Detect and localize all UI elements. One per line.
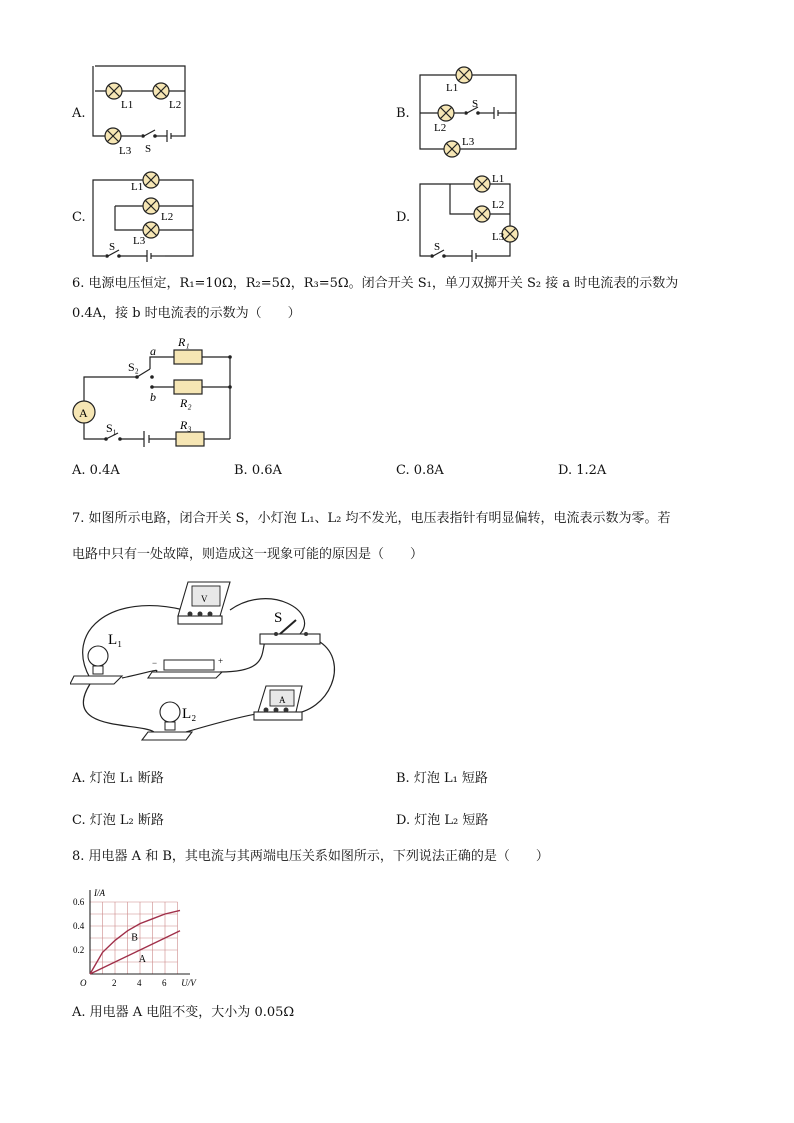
lamp-icon (438, 105, 454, 121)
y-tick-label: 0.2 (73, 945, 85, 955)
q7-option-b[interactable]: B. 灯泡 L₁ 短路 (396, 771, 488, 786)
y-tick-label: 0.4 (73, 921, 85, 931)
q7-question-line2: 电路中只有一处故障，则造成这一现象可能的原因是（ ） (72, 547, 424, 562)
svg-text:S: S (109, 241, 116, 253)
svg-text:R₃: R₃ (180, 418, 192, 432)
q7-option-c[interactable]: C. 灯泡 L₂ 断路 (72, 813, 164, 828)
svg-text:L3: L3 (462, 136, 475, 148)
q5-circuit-c (85, 168, 205, 268)
q7-option-a[interactable]: A. 灯泡 L₁ 断路 (72, 771, 164, 786)
q6-circuit (70, 333, 250, 453)
bulb-l2-icon (142, 702, 196, 740)
lamp-label: L3 (119, 145, 132, 157)
x-tick-label: 4 (137, 978, 142, 988)
switch-icon (260, 610, 320, 644)
svg-text:L1: L1 (446, 82, 459, 94)
lamp-icon (143, 198, 159, 214)
resistor-r2 (174, 380, 202, 394)
svg-text:A: A (279, 695, 286, 705)
origin-label: O (80, 978, 87, 988)
svg-text:S: S (472, 98, 479, 110)
svg-text:L2: L2 (161, 211, 174, 223)
lamp-icon (502, 226, 518, 242)
svg-text:L2: L2 (434, 122, 447, 134)
lamp-icon (143, 172, 159, 188)
svg-text:L1: L1 (492, 173, 505, 185)
svg-text:−: − (152, 658, 158, 668)
q5-circuit-a (85, 60, 205, 160)
svg-text:L3: L3 (492, 231, 505, 243)
q7-question-line1: 7. 如图所示电路，闭合开关 S，小灯泡 L₁、L₂ 均不发光，电压表指针有明显偏转，电流表示数为零。若 (72, 511, 671, 526)
battery-icon (148, 656, 223, 678)
svg-text:L2: L2 (492, 199, 505, 211)
svg-text:+: + (218, 656, 224, 666)
svg-text:R₁: R₁ (178, 335, 190, 349)
q6-option-d[interactable]: D. 1.2A (558, 463, 607, 478)
lamp-icon (474, 176, 490, 192)
y-tick-label: 0.6 (73, 897, 85, 907)
svg-text:L₁: L₁ (108, 632, 123, 648)
q6-option-c[interactable]: C. 0.8A (396, 463, 444, 478)
switch-label: S (145, 143, 152, 155)
lamp-label: L1 (121, 99, 134, 111)
svg-text:S₁: S₁ (106, 421, 117, 435)
lamp-icon (474, 206, 490, 222)
q7-option-d[interactable]: D. 灯泡 L₂ 短路 (396, 813, 489, 828)
q8-iu-chart (70, 874, 220, 994)
lamp-label: L2 (169, 99, 182, 111)
voltmeter-icon (178, 582, 230, 624)
q6-question-line1: 6. 电源电压恒定，R₁=10Ω，R₂=5Ω，R₃=5Ω。闭合开关 S₁，单刀双掷开关 S₂ 接 a 时电流表的示数为 (72, 276, 679, 291)
q8-question-line1: 8. 用电器 A 和 B，其电流与其两端电压关系如图所示，下列说法正确的是（ ） (72, 849, 549, 864)
lamp-icon (444, 141, 460, 157)
svg-text:L1: L1 (131, 181, 144, 193)
x-tick-label: 2 (112, 978, 117, 988)
svg-text:b: b (150, 390, 156, 404)
q5-circuit-d (410, 170, 530, 270)
q6-option-b[interactable]: B. 0.6A (234, 463, 282, 478)
lamp-icon (153, 83, 169, 99)
resistor-r3 (176, 432, 204, 446)
svg-text:S: S (434, 241, 441, 253)
ammeter-icon (254, 686, 302, 720)
svg-text:A: A (79, 406, 88, 420)
resistor-r1 (174, 350, 202, 364)
q6-option-a[interactable]: A. 0.4A (72, 463, 120, 478)
x-axis-label: U/V (181, 978, 196, 988)
q5-option-b-letter: B. (396, 106, 410, 121)
q5-circuit-b (410, 63, 530, 163)
bulb-l1-icon (70, 632, 122, 684)
svg-text:S₂: S₂ (128, 360, 139, 374)
series-label-a: A (138, 954, 146, 965)
q5-option-d-letter: D. (396, 210, 411, 225)
q6-question-line2: 0.4A，接 b 时电流表的示数为（ ） (72, 306, 301, 321)
lamp-icon (143, 222, 159, 238)
lamp-icon (456, 67, 472, 83)
q5-option-c-letter: C. (72, 210, 86, 225)
svg-text:L3: L3 (133, 235, 146, 247)
q8-option-a[interactable]: A. 用电器 A 电阻不变，大小为 0.05Ω (72, 1005, 295, 1020)
lamp-icon (105, 128, 121, 144)
q7-circuit-picture (70, 572, 340, 752)
svg-text:a: a (150, 344, 156, 358)
svg-text:L₂: L₂ (182, 706, 197, 722)
q5-option-a-letter: A. (72, 106, 86, 121)
svg-text:V: V (201, 594, 208, 604)
series-label-b: B (131, 932, 138, 944)
x-tick-label: 6 (162, 978, 167, 988)
svg-text:R₂: R₂ (180, 396, 192, 410)
lamp-icon (106, 83, 122, 99)
y-axis-label: I/A (94, 888, 105, 898)
svg-text:S: S (274, 610, 283, 626)
